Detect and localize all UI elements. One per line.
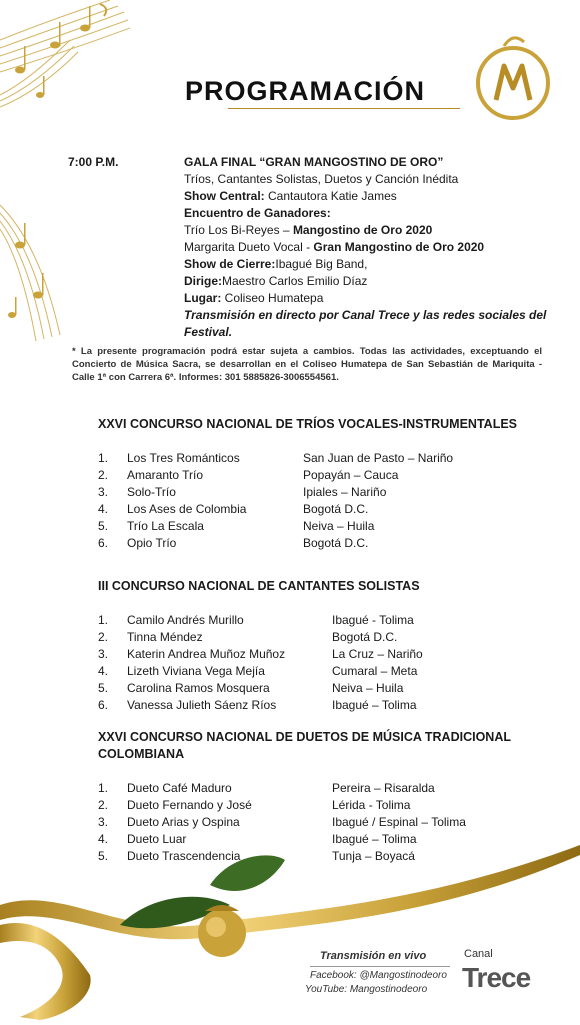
footer-live-label: Transmisión en vivo: [320, 950, 427, 962]
list-item-number: 4.: [98, 664, 109, 678]
list-item-place: Ibagué – Tolima: [332, 698, 417, 712]
dirige-value: Maestro Carlos Emilio Díaz: [222, 274, 368, 288]
list-item-place: Ipiales – Nariño: [303, 485, 387, 499]
gala-time: 7:00 P.M.: [68, 155, 119, 169]
list-item-name: Solo-Trío: [127, 485, 176, 499]
list-item: [98, 612, 518, 629]
dirige-label: Dirige:: [184, 274, 223, 288]
encuentro-label: Encuentro de Ganadores:: [184, 206, 331, 220]
list-item-place: Ibagué – Tolima: [332, 832, 417, 846]
list-item-name: Tinna Méndez: [127, 630, 203, 644]
list-item-place: Cumaral – Meta: [332, 664, 418, 678]
list-item-place: Ibagué - Tolima: [332, 613, 414, 627]
disclaimer-note: * La presente programación podrá estar sujeta a cambios. Todas las actividades, exceptuando el Concierto de Música Sacra, se desarrollan en el Coliseo Humatepa de San Sebastián de Mariquita - Calle 1ª con Carrera 6ª. Informes: 301 5885826-3006554561.: [72, 346, 542, 383]
section-title-duetos: [98, 729, 538, 763]
list-item-name: Katerin Andrea Muñoz Muñoz: [127, 647, 286, 661]
list-item-name: Dueto Luar: [127, 832, 187, 846]
winner2-name: Margarita Dueto Vocal -: [184, 240, 314, 254]
list-item-name: Los Tres Románticos: [127, 451, 240, 465]
gala-heading: GALA FINAL “GRAN MANGOSTINO DE ORO”: [184, 155, 444, 169]
show-central-value: Cantautora Katie James: [264, 189, 397, 203]
list-item-number: 3.: [98, 815, 109, 829]
list-item-number: 1.: [98, 781, 109, 795]
list-item-name: Los Ases de Colombia: [127, 502, 247, 516]
list-item: [98, 450, 518, 467]
winner2-award: Gran Mangostino de Oro 2020: [313, 240, 485, 254]
list-item-name: Camilo Andrés Murillo: [127, 613, 244, 627]
list-item: [98, 535, 518, 552]
list-item-number: 1.: [98, 613, 109, 627]
list-item-place: Bogotá D.C.: [303, 536, 369, 550]
list-item: [98, 680, 518, 697]
list-item-place: Popayán – Cauca: [303, 468, 399, 482]
list-item: [98, 518, 518, 535]
list-item-number: 2.: [98, 630, 109, 644]
winner1-award: Mangostino de Oro 2020: [292, 223, 433, 237]
gala-categories: Tríos, Cantantes Solistas, Duetos y Canción Inédita: [184, 172, 459, 186]
page-title: PROGRAMACIÓN: [185, 76, 425, 106]
list-item: [98, 467, 518, 484]
list-item-place: Ibagué / Espinal – Tolima: [332, 815, 466, 829]
music-notes-icon: [0, 0, 130, 130]
list-item: [98, 646, 518, 663]
cierre-value: Ibagué Big Band,: [275, 257, 368, 271]
section-title-duetos-line2: COLOMBIANA: [98, 747, 185, 761]
trece-logo: Trece: [462, 962, 531, 993]
list-item-place: Bogotá D.C.: [332, 630, 398, 644]
canal-label: Canal: [464, 948, 493, 960]
list-item-name: Carolina Ramos Mosquera: [127, 681, 270, 695]
list-item-number: 1.: [98, 451, 109, 465]
show-central-label: Show Central:: [184, 189, 265, 203]
title-underline: [228, 108, 460, 109]
list-item-place: Bogotá D.C.: [303, 502, 369, 516]
list-item-place: Tunja – Boyacá: [332, 849, 415, 863]
list-item-number: 3.: [98, 485, 109, 499]
section-title-duetos-line1: XXVI CONCURSO NACIONAL DE DUETOS DE MÚSICA TRADICIONAL: [98, 730, 511, 744]
list-item-name: Opio Trío: [127, 536, 177, 550]
list-item: [98, 814, 518, 831]
section-title-trios: XXVI CONCURSO NACIONAL DE TRÍOS VOCALES-INSTRUMENTALES: [98, 417, 518, 431]
section-title-solistas: III CONCURSO NACIONAL DE CANTANTES SOLISTAS: [98, 579, 420, 593]
list-item-name: Dueto Arias y Ospina: [127, 815, 240, 829]
music-notes-icon: [0, 185, 80, 345]
list-item-number: 3.: [98, 647, 109, 661]
cierre-label: Show de Cierre:: [184, 257, 276, 271]
list-item-number: 4.: [98, 832, 109, 846]
list-item-name: Dueto Café Maduro: [127, 781, 232, 795]
list-item-number: 2.: [98, 468, 109, 482]
list-item-number: 4.: [98, 502, 109, 516]
footer-facebook: Facebook: @Mangostinodeoro: [310, 970, 447, 981]
list-item: [98, 780, 518, 797]
list-item-name: Dueto Fernando y José: [127, 798, 252, 812]
list-item-number: 6.: [98, 698, 109, 712]
list-item: [98, 501, 518, 518]
list-item: [98, 663, 518, 680]
list-item-name: Trío La Escala: [127, 519, 204, 533]
list-item-name: Amaranto Trío: [127, 468, 204, 482]
footer-divider: [310, 966, 450, 967]
list-item: [98, 697, 518, 714]
winner1-name: Trío Los Bi-Reyes –: [184, 223, 293, 237]
list-item-number: 2.: [98, 798, 109, 812]
list-item-name: Vanessa Julieth Sáenz Ríos: [127, 698, 277, 712]
list-item-number: 5.: [98, 681, 109, 695]
lugar-value: Coliseo Humatepa: [221, 291, 324, 305]
gala-details: [184, 154, 554, 341]
transmision-note: Transmisión en directo por Canal Trece y las redes sociales del Festival.: [184, 308, 547, 339]
list-item-place: Neiva – Huila: [332, 681, 404, 695]
list-item: [98, 629, 518, 646]
list-item-number: 5.: [98, 849, 109, 863]
list-item: [98, 484, 518, 501]
list-item-place: Lérida - Tolima: [332, 798, 411, 812]
list-item-place: Pereira – Risaralda: [332, 781, 435, 795]
gold-ribbon-icon: [0, 845, 580, 1025]
list-item-number: 5.: [98, 519, 109, 533]
list-item-number: 6.: [98, 536, 109, 550]
lugar-label: Lugar:: [184, 291, 222, 305]
list-item: [98, 797, 518, 814]
list-item-name: Lizeth Viviana Vega Mejía: [127, 664, 265, 678]
list-item-name: Dueto Trascendencia: [127, 849, 241, 863]
footer-youtube: YouTube: Mangostinodeoro: [305, 984, 428, 995]
list-item-place: Neiva – Huila: [303, 519, 375, 533]
list-item-place: La Cruz – Nariño: [332, 647, 423, 661]
list-item-place: San Juan de Pasto – Nariño: [303, 451, 454, 465]
